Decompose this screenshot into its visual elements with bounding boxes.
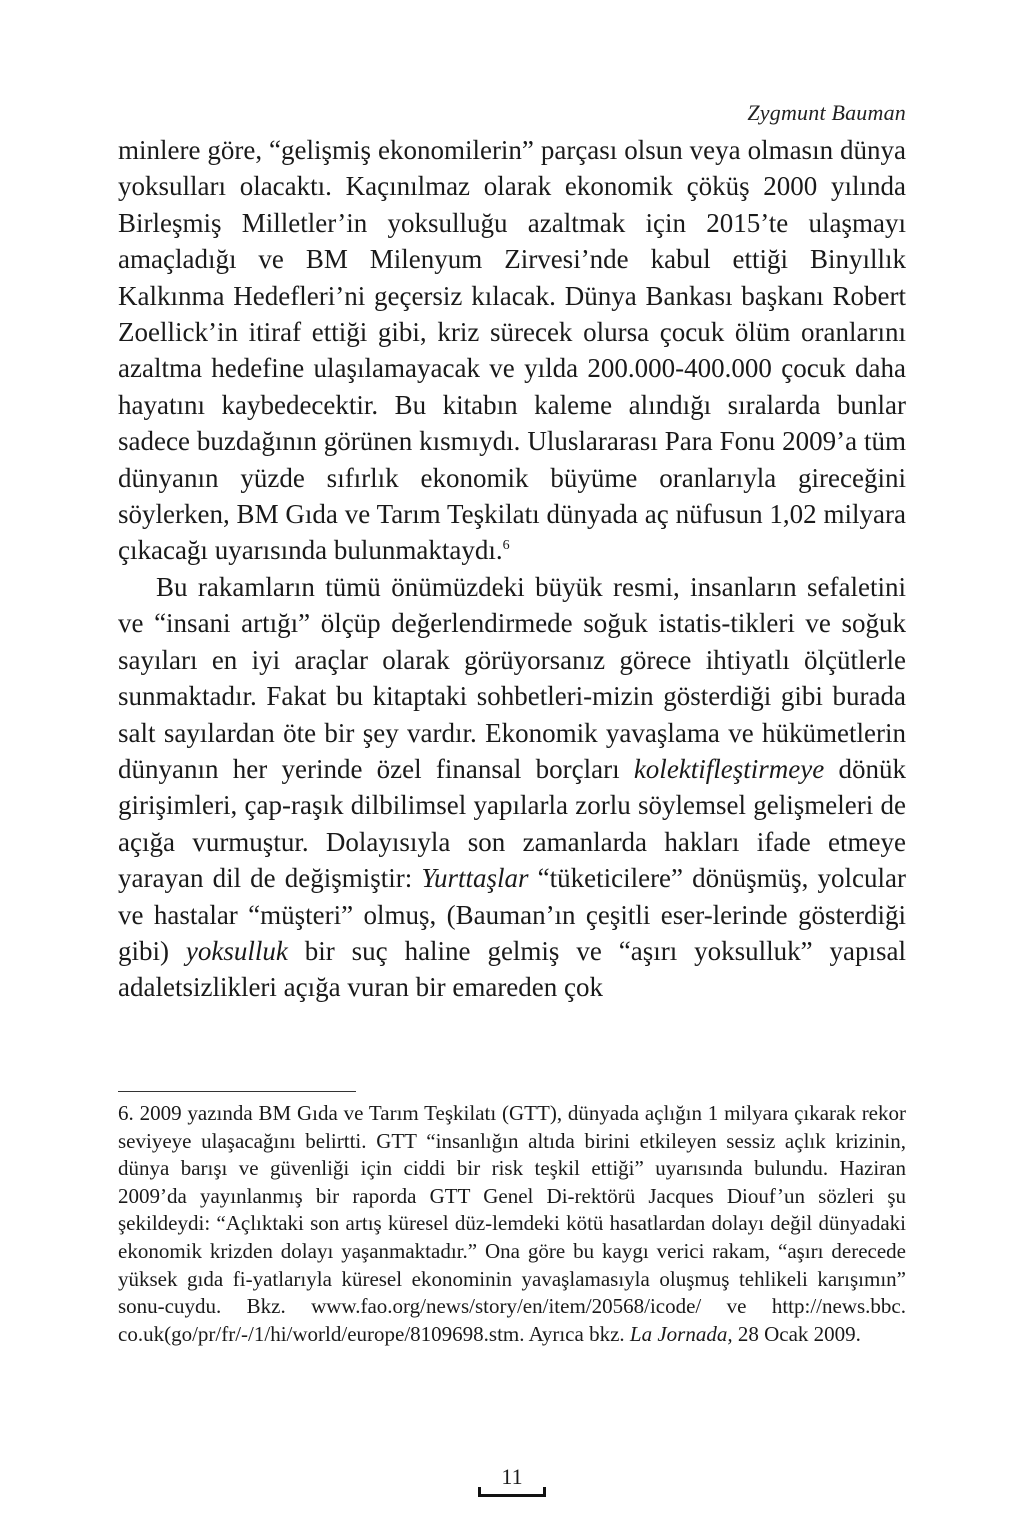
- paragraph-2-text-3: “tüketicilere” dönüşmüş, yolcular ve hastalar “müşteri” olmuş, (Bauman’ın çeşitli eser-lerinde gösterdiği gibi): [118, 863, 906, 966]
- page-number: 11: [501, 1464, 523, 1489]
- paragraph-2-text-4: bir suç haline gelmiş ve “aşırı yoksulluk” yapısal adaletsizlikleri açığa vuran bir emareden çok: [118, 935, 906, 1003]
- emphasis-yoksulluk: yoksulluk: [185, 935, 288, 966]
- paragraph-1: [118, 132, 906, 569]
- page-number-ornament: [478, 1494, 546, 1497]
- body-text: [118, 132, 906, 1006]
- paragraph-1-text: minlere göre, “gelişmiş ekonomilerin” parçası olsun veya olmasın dünya yoksulları olacaktı. Kaçınılmaz olarak ekonomik çöküş 2000 yılında Birleşmiş Milletler’in yoksulluğu azaltmak için 2015’te ulaşmayı amaçladığı ve BM Milenyum Zirvesi’nde kabul ettiği Binyıllık Kalkınma Hedefleri’ni geçersiz kılacak. Dünya Bankası başkanı Robert Zoellick’in itiraf ettiği gibi, kriz sürecek olursa çocuk ölüm oranlarını azaltma hedefine ulaşılamayacak ve yılda 200.000-400.000 çocuk daha hayatını kaybedecektir. Bu kitabın kaleme alındığı sıralarda bunlar sadece buzdağının görünen kısmıydı. Uluslararası Para Fonu 2009’a tüm dünyanın yüzde sıfırlık ekonomik büyüme oranlarıyla gireceğini söylerken, BM Gıda ve Tarım Teşkilatı dünyada aç nüfusun 1,02 milyara çıkacağı uyarısında bulunmaktaydı.: [118, 135, 906, 566]
- emphasis-yurttaslar: Yurttaşlar: [421, 863, 529, 894]
- footnote-emphasis-la-jornada: La Jornada,: [629, 1321, 733, 1346]
- footnote-text: 6. 2009 yazında BM Gıda ve Tarım Teşkilatı (GTT), dünyada açlığın 1 milyara çıkarak rekor seviyeye ulaşacağını belirtti. GTT “insanlığın altıda birini etkileyen sessiz açlık krizinin, dünya barışı ve güvenliği için ciddi bir risk teşkil ettiği” uyarısında bulundu. Haziran 2009’da yayınlanmış bir raporda GTT Genel Di-rektörü Jacques Diouf’un sözleri şu şekildeydi: “Açlıktaki son artış küresel düz-lemdeki kötü hasatlardan dolayı değil dünyadaki ekonomik krizden dolayı yaşanmaktadır.” Ona göre bu kaygı verici rakam, “aşırı derecede yüksek gıda fi-yatlarıyla küresel ekonominin yavaşlamasıyla oluşmuş tehlikeli karışımın” sonu-cuydu. Bkz. www.fao.org/news/story/en/item/20568/icode/ ve http://news.bbc. co.uk(go/pr/fr/-/1/hi/world/europe/8109698.stm. Ayrıca bkz.: [118, 1101, 906, 1346]
- running-head-author: Zygmunt Bauman: [747, 100, 906, 125]
- footnote-tail: 28 Ocak 2009.: [732, 1321, 861, 1346]
- footnote-reference: 6: [502, 538, 510, 554]
- paragraph-2-text-1: Bu rakamların tümü önümüzdeki büyük resmi, insanların sefaletini ve “insani artığı” ölçüp değerlendirmede soğuk istatis-tikleri ve soğuk sayıları en iyi araçlar olarak görüyorsanız görece ihtiyatlı ölçütlerle sunmaktadır. Fakat bu kitaptaki sohbetleri-mizin gösterdiği gibi burada salt sayılardan öte bir şey vardır. Ekonomik yavaşlama ve hükümetlerin dünyanın her yerinde özel finansal borçları: [118, 571, 906, 784]
- emphasis-kolektiflestirmeye: kolektifleştirmeye: [633, 753, 825, 784]
- footnote-divider: [118, 1091, 356, 1092]
- paragraph-2: [118, 569, 906, 1006]
- footnote-6: [118, 1100, 906, 1348]
- paragraph-2-text-2: dönük girişimleri, çap-raşık dilbilimsel yapılarla zorlu söylemsel gelişmeleri de açığa vurmuştur. Dolayısıyla son zamanlarda hakları ifade etmeye yarayan dil de değişmiştir:: [118, 753, 907, 894]
